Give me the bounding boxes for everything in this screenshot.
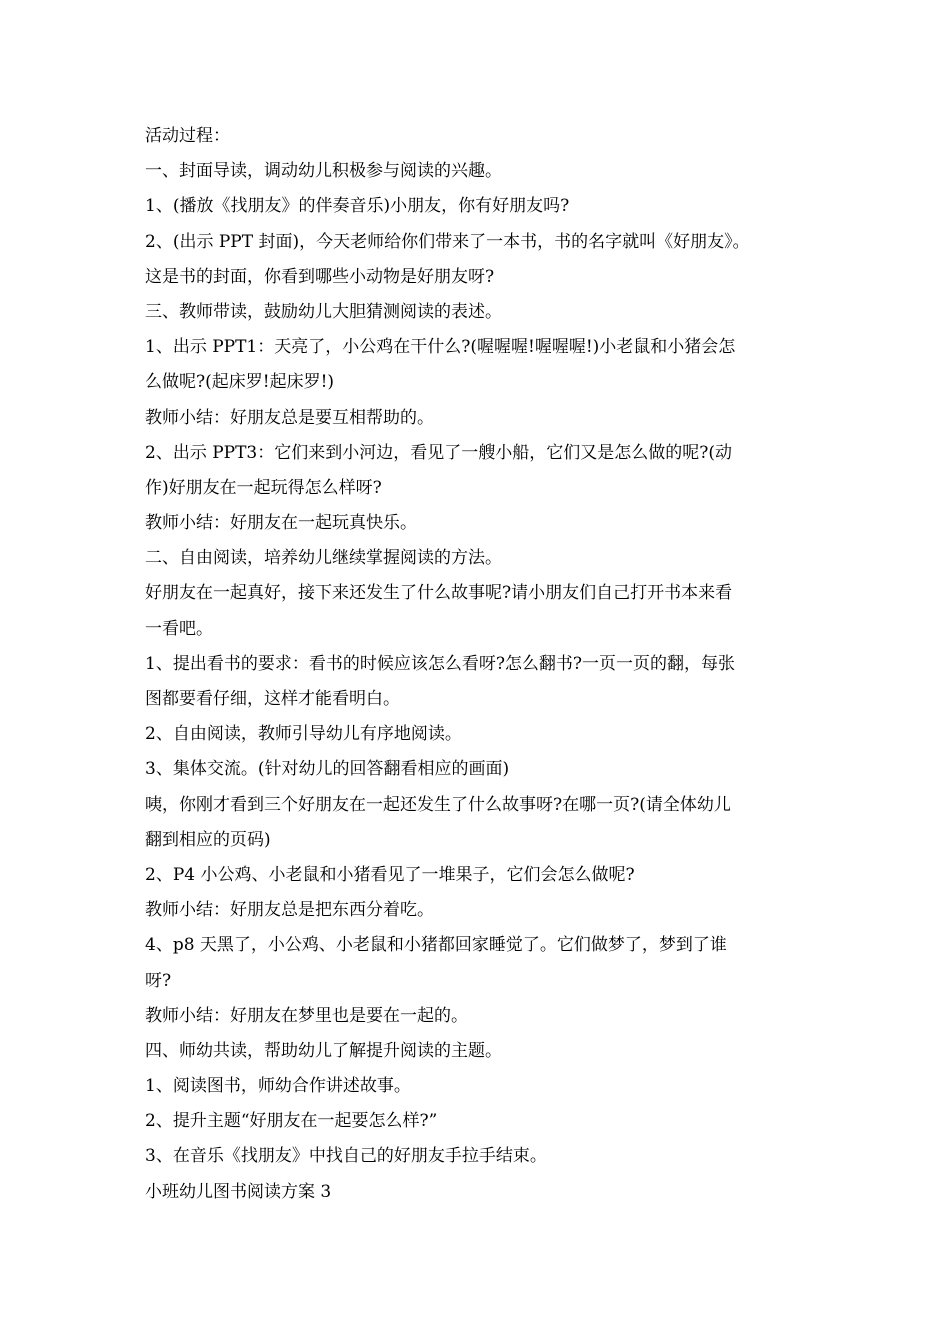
text-line: 1、出示 PPT1：天亮了，小公鸡在干什么?(喔喔喔!喔喔喔!)小老鼠和小猪会怎 — [145, 337, 736, 358]
text-line: 二、自由阅读，培养幼儿继续掌握阅读的方法。 — [145, 548, 502, 569]
text-line: 好朋友在一起真好，接下来还发生了什么故事呢?请小朋友们自己打开书本来看 — [145, 583, 733, 604]
text-line: 一、封面导读，调动幼儿积极参与阅读的兴趣。 — [145, 161, 502, 182]
section-title: 小班幼儿图书阅读方案 3 — [145, 1181, 332, 1202]
text-line: 2、自由阅读，教师引导幼儿有序地阅读。 — [145, 724, 462, 745]
text-line: 2、(出示 PPT 封面)，今天老师给你们带来了一本书，书的名字就叫《好朋友》。 — [145, 231, 750, 252]
text-line: 一看吧。 — [145, 618, 213, 639]
text-line: 2、P4 小公鸡、小老鼠和小猪看见了一堆果子，它们会怎么做呢? — [145, 864, 635, 885]
text-line: 这是书的封面，你看到哪些小动物是好朋友呀? — [145, 266, 495, 287]
text-line: 作)好朋友在一起玩得怎么样呀? — [145, 477, 382, 498]
text-line: 活动过程： — [145, 126, 230, 146]
text-line: 2、提升主题“好朋友在一起要怎么样?” — [145, 1111, 438, 1132]
text-line: 1、阅读图书，师幼合作讲述故事。 — [145, 1076, 411, 1097]
text-line: 三、教师带读，鼓励幼儿大胆猜测阅读的表述。 — [145, 301, 502, 322]
text-line: 1、(播放《找朋友》的伴奏音乐)小朋友，你有好朋友吗? — [145, 196, 570, 217]
text-line: 教师小结：好朋友总是要互相帮助的。 — [145, 407, 434, 428]
text-line: 1、提出看书的要求：看书的时候应该怎么看呀?怎么翻书?一页一页的翻，每张 — [145, 653, 736, 674]
text-line: 教师小结：好朋友总是把东西分着吃。 — [145, 900, 434, 921]
text-line: 么做呢?(起床罗!起床罗!) — [145, 372, 335, 393]
text-line: 2、出示 PPT3：它们来到小河边，看见了一艘小船，它们又是怎么做的呢?(动 — [145, 442, 732, 463]
text-line: 翻到相应的页码) — [145, 829, 271, 850]
text-line: 咦，你刚才看到三个好朋友在一起还发生了什么故事呀?在哪一页?(请全体幼儿 — [145, 794, 731, 815]
text-line: 3、集体交流。(针对幼儿的回答翻看相应的画面) — [145, 759, 510, 780]
text-line: 呀? — [145, 970, 172, 991]
text-line: 图都要看仔细，这样才能看明白。 — [145, 689, 400, 709]
text-line: 四、师幼共读，帮助幼儿了解提升阅读的主题。 — [145, 1040, 502, 1061]
document-body — [145, 119, 815, 1210]
text-line: 教师小结：好朋友在梦里也是要在一起的。 — [145, 1005, 468, 1026]
text-line: 3、在音乐《找朋友》中找自己的好朋友手拉手结束。 — [145, 1146, 547, 1167]
text-line: 4、p8 天黑了，小公鸡、小老鼠和小猪都回家睡觉了。它们做梦了，梦到了谁 — [145, 935, 727, 956]
text-line: 教师小结：好朋友在一起玩真快乐。 — [145, 513, 417, 534]
